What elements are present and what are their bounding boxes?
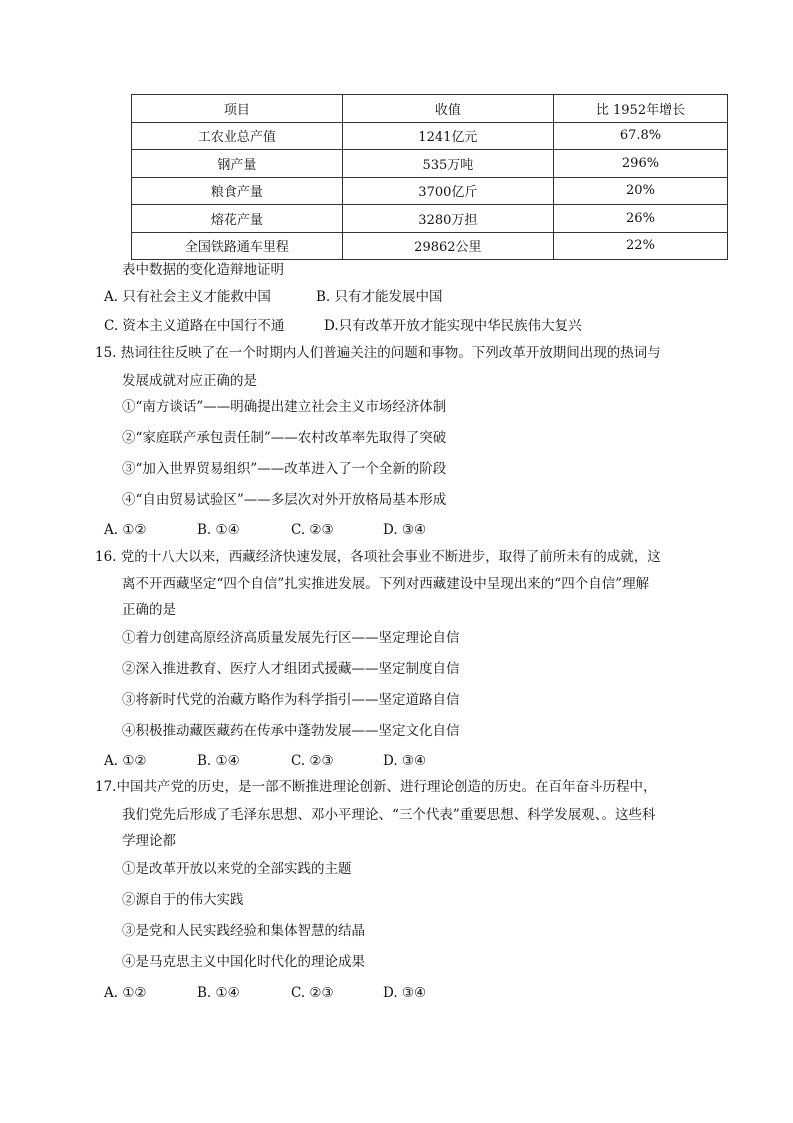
table-row [132,150,728,178]
table-row [132,177,728,205]
q17-option-c: C. ②③ [291,985,334,1001]
statistics-table [131,94,728,260]
q15-option-b: B. ①④ [197,522,240,538]
q16-option-b: B. ①④ [197,753,240,769]
table-cell: 钢产量 [132,150,343,178]
table-cell: 3280万担 [342,205,553,233]
q16-item-2: ②深入推进教育、医疗人才组团式援藏——坚定制度自信 [122,661,460,677]
q17-item-1: ①是改革开放以来党的全部实践的主题 [122,861,352,877]
q16-item-1: ①着力创建高原经济高质量发展先行区——坚定理论自信 [122,630,460,646]
table-row [132,232,728,260]
q15-option-c: C. ②③ [291,522,334,538]
column-header: 比 1952年增长 [553,95,727,123]
q16-stem-line-3: 正确的是 [122,602,176,618]
q14-option-c: C. 资本主义道路在中国行不通 [104,318,285,334]
q17-item-2: ②源自于的伟大实践 [122,892,244,908]
q15-item-3: ③“加入世界贸易组织”——改革进入了一个全新的阶段 [122,461,447,477]
table-row [132,122,728,150]
q15-stem-line-1: 15. 热词往往反映了在一个时期内人们普遍关注的问题和事物。下列改革开放期间出现的热词与 [95,345,661,361]
table-cell: 67.8% [553,122,727,150]
q15-item-4: ④“自由贸易试验区”——多层次对外开放格局基本形成 [122,492,447,508]
q17-option-b: B. ①④ [197,985,240,1001]
q17-stem-line-2: 我们党先后形成了毛泽东思想、邓小平理论、“三个代表”重要思想、科学发展观、。这些科 [122,807,656,823]
table-cell: 粮食产量 [132,177,343,205]
q16-item-3: ③将新时代党的治藏方略作为科学指引——坚定道路自信 [122,692,460,708]
table-cell: 1241亿元 [342,122,553,150]
table-cell: 工农业总产值 [132,122,343,150]
q15-stem-line-2: 发展成就对应正确的是 [122,373,257,389]
q16-stem-line-1: 16. 党的十八大以来，西藏经济快速发展，各项社会事业不断进步，取得了前所未有的成就，这 [95,549,661,565]
table-cell: 3700亿斤 [342,177,553,205]
q16-option-a: A. ①② [104,753,147,769]
q14-option-a: A. 只有社会主义才能救中国 [104,289,271,305]
q15-option-a: A. ①② [104,522,147,538]
q14-option-b: B. 只有才能发展中国 [316,289,443,305]
table-cell: 熔花产量 [132,205,343,233]
table-cell: 29862公里 [342,232,553,260]
q16-option-c: C. ②③ [291,753,334,769]
table-row [132,205,728,233]
column-header: 项目 [132,95,343,123]
q17-option-a: A. ①② [104,985,147,1001]
q15-option-d: D. ③④ [383,522,427,538]
q17-item-4: ④是马克思主义中国化时代化的理论成果 [122,954,365,970]
q15-item-2: ②“家庭联产承包责任制”——农村改革率先取得了突破 [122,430,447,446]
q16-option-d: D. ③④ [383,753,427,769]
q15-item-1: ①“南方谈话”——明确提出建立社会主义市场经济体制 [122,399,447,415]
table-header-row [132,95,728,123]
column-header: 收值 [342,95,553,123]
table-cell: 20% [553,177,727,205]
table-cell: 26% [553,205,727,233]
table-cell: 22% [553,232,727,260]
table-cell: 296% [553,150,727,178]
table-cell: 全国铁路通车里程 [132,232,343,260]
q17-stem-line-3: 学理论都 [122,833,176,849]
q16-item-4: ④积极推动藏医藏药在传承中蓬勃发展——坚定文化自信 [122,723,460,739]
q17-item-3: ③是党和人民实践经验和集体智慧的结晶 [122,923,365,939]
q14-option-d: D.只有改革开放才能实现中华民族伟大复兴 [324,318,582,334]
q14-stem: 表中数据的变化造辩地证明 [122,262,284,278]
q16-stem-line-2: 离不开西藏坚定“四个自信”扎实推进发展。下列对西藏建设中呈现出来的“四个自信”理解 [122,576,650,592]
table-cell: 535万吨 [342,150,553,178]
q17-option-d: D. ③④ [383,985,427,1001]
q17-stem-line-1: 17.中国共产党的历史，是一部不断推进理论创新、进行理论创造的历史。在百年奋斗历程中， [95,779,657,795]
